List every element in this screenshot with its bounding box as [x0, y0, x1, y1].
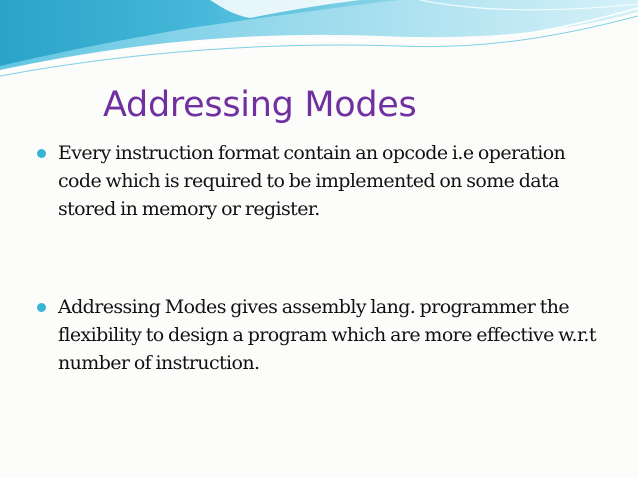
bullet-dot-icon — [37, 303, 46, 312]
bullet-item — [37, 139, 597, 223]
header-wave-decoration — [0, 0, 638, 80]
bullet-dot-icon — [37, 149, 46, 158]
bullet-text: Every instruction format contain an opcode i.e operation code which is required to be implemented on some data stored in memory or register. — [58, 142, 566, 220]
slide-title: Addressing Modes — [103, 85, 417, 125]
bullet-list — [37, 139, 597, 377]
bullet-item — [37, 293, 597, 377]
bullet-text: Addressing Modes gives assembly lang. programmer the flexibility to design a program which are more effective w.r.t number of instruction. — [58, 296, 596, 374]
